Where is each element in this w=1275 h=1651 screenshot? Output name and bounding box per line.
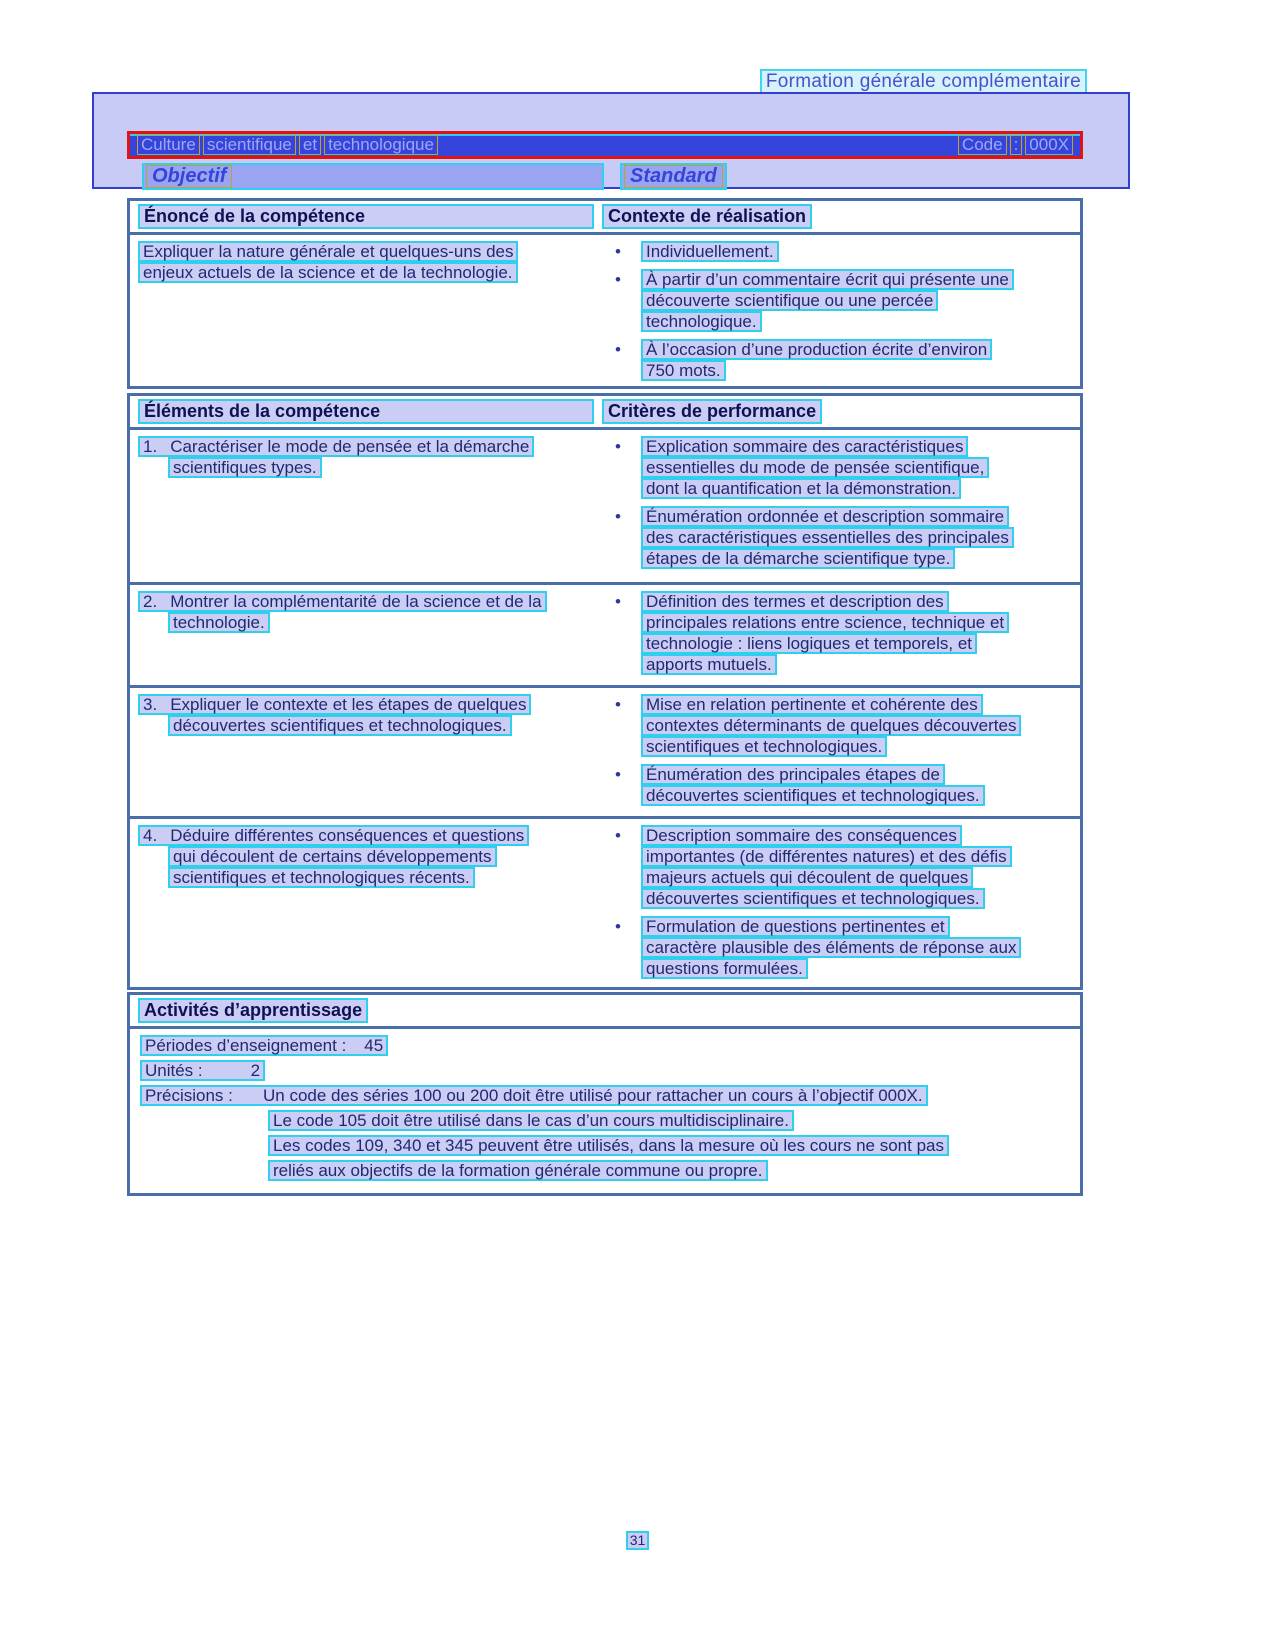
bullet-icon: • xyxy=(615,270,621,289)
units-label: Unités : xyxy=(145,1061,203,1080)
text-line-highlight xyxy=(138,694,531,715)
text-line-highlight: enjeux actuels de la science et de la technologie. xyxy=(138,262,518,283)
text-line-highlight xyxy=(140,1085,928,1106)
title-word: scientifique xyxy=(203,135,296,155)
text-line-highlight: scientifiques types. xyxy=(168,457,322,478)
text-line-highlight xyxy=(138,591,547,612)
text-line xyxy=(641,736,1080,757)
text-line-highlight: À l’occasion d’une production écrite d’environ xyxy=(641,339,992,360)
bullet-icon: • xyxy=(615,507,621,526)
text-line xyxy=(168,612,602,633)
text-line xyxy=(641,290,1080,311)
item-number: 1. xyxy=(143,437,158,456)
page-footer xyxy=(0,1531,1275,1550)
text-line-highlight xyxy=(138,825,529,846)
ocr-line-box xyxy=(620,163,727,190)
table-header-cell xyxy=(602,399,822,424)
text-line-highlight: 750 mots. xyxy=(641,360,726,381)
text-line-highlight: contextes déterminants de quelques découvertes xyxy=(641,715,1021,736)
list-item xyxy=(614,506,1080,569)
criteria-cell xyxy=(602,819,1080,987)
header-elements: Éléments de la compétence xyxy=(138,399,594,424)
text-line-highlight: Expliquer la nature générale et quelques-uns des xyxy=(138,241,518,262)
title-word: technologique xyxy=(324,135,438,155)
text-line-highlight: des caractéristiques essentielles des principales xyxy=(641,527,1014,548)
course-title-bar xyxy=(127,131,1083,159)
text-line xyxy=(641,825,1080,846)
table-header-row xyxy=(130,201,1080,235)
text-line xyxy=(641,846,1080,867)
text-line xyxy=(641,269,1080,290)
text-line xyxy=(641,506,1080,527)
table-row xyxy=(130,582,1080,685)
text-line xyxy=(138,591,602,612)
text-line-highlight: découverte scientifique ou une percée xyxy=(641,290,938,311)
bullet-icon: • xyxy=(615,437,621,456)
text-line-highlight: majeurs actuels qui découlent de quelques xyxy=(641,867,973,888)
text-line xyxy=(641,360,1080,381)
precisions-label: Précisions : xyxy=(145,1086,233,1105)
list-item-text xyxy=(641,241,1080,262)
running-header-text: Formation générale complémentaire xyxy=(764,71,1083,96)
text-line-highlight: essentielles du mode de pensée scientifique, xyxy=(641,457,989,478)
text-line xyxy=(641,715,1080,736)
periods-row xyxy=(140,1035,1072,1056)
text-line-highlight: Définition des termes et description des xyxy=(641,591,949,612)
text-line xyxy=(168,846,602,867)
table-row xyxy=(130,430,1080,582)
code-word: Code xyxy=(958,135,1007,155)
text-line xyxy=(641,241,1080,262)
precisions-text: Un code des séries 100 ou 200 doit être utilisé pour rattacher un cours à l’objectif 000X. xyxy=(263,1086,923,1105)
text-line xyxy=(168,715,602,736)
text-line xyxy=(641,527,1080,548)
title-panel xyxy=(92,92,1130,189)
text-line-highlight: Le code 105 doit être utilisé dans le cas d’un cours multidisciplinaire. xyxy=(268,1110,794,1131)
precisions-row xyxy=(140,1085,1072,1106)
text-line xyxy=(641,654,1080,675)
table-header-cell xyxy=(138,204,602,229)
element-cell xyxy=(130,688,602,816)
text-line-highlight: scientifiques et technologiques. xyxy=(641,736,887,757)
title-word: Culture xyxy=(137,135,200,155)
text-line-highlight: reliés aux objectifs de la formation générale commune ou propre. xyxy=(268,1160,768,1181)
list-item xyxy=(614,916,1080,979)
header-activites: Activités d’apprentissage xyxy=(138,998,368,1023)
objectif-column-header xyxy=(142,163,604,190)
text-line-highlight xyxy=(138,436,534,457)
competence-table xyxy=(127,198,1083,389)
list-item-text xyxy=(641,825,1080,909)
text-line-highlight: découvertes scientifiques et technologiques. xyxy=(641,785,985,806)
page-number: 31 xyxy=(626,1531,650,1550)
text-line xyxy=(138,694,602,715)
text-line xyxy=(168,457,602,478)
list-item-text xyxy=(641,694,1080,757)
list-item xyxy=(614,764,1080,806)
list-item-text xyxy=(641,269,1080,332)
periods-value: 45 xyxy=(364,1036,384,1055)
text-line-highlight: Formulation de questions pertinentes et xyxy=(641,916,950,937)
item-text: Déduire différentes conséquences et questions xyxy=(170,826,525,845)
list-item-text xyxy=(641,916,1080,979)
text-line-highlight: étapes de la démarche scientifique type. xyxy=(641,548,955,569)
item-text: Montrer la complémentarité de la science et de la xyxy=(170,592,542,611)
bullet-icon: • xyxy=(615,917,621,936)
precisions-line xyxy=(268,1160,1072,1181)
item-text: Expliquer le contexte et les étapes de quelques xyxy=(170,695,527,714)
list-item xyxy=(614,241,1080,262)
bullet-icon: • xyxy=(615,695,621,714)
table-row xyxy=(130,685,1080,816)
element-cell xyxy=(130,585,602,685)
criteria-cell xyxy=(602,585,1080,685)
text-line xyxy=(641,548,1080,569)
bullet-icon: • xyxy=(615,340,621,359)
list-item xyxy=(614,694,1080,757)
precisions-line xyxy=(268,1135,1072,1156)
text-line-highlight: scientifiques et technologiques récents. xyxy=(168,867,475,888)
text-line xyxy=(641,958,1080,979)
table-header-row xyxy=(130,995,1080,1029)
table-header-row xyxy=(130,396,1080,430)
list-item xyxy=(614,436,1080,499)
item-number: 2. xyxy=(143,592,158,611)
course-code xyxy=(958,135,1073,155)
text-line xyxy=(641,591,1080,612)
text-line-highlight: découvertes scientifiques et technologiques. xyxy=(168,715,512,736)
table-row xyxy=(130,816,1080,987)
text-line-highlight: Les codes 109, 340 et 345 peuvent être utilisés, dans la mesure où les cours ne sont pas xyxy=(268,1135,949,1156)
elements-table xyxy=(127,393,1083,990)
element-cell xyxy=(130,430,602,582)
list-item-text xyxy=(641,339,1080,381)
text-line xyxy=(138,241,602,262)
text-line xyxy=(168,867,602,888)
context-cell xyxy=(602,235,1080,386)
text-line-highlight: Description sommaire des conséquences xyxy=(641,825,962,846)
text-line xyxy=(641,478,1080,499)
text-line-highlight: apports mutuels. xyxy=(641,654,777,675)
list-item xyxy=(614,339,1080,381)
text-line xyxy=(641,633,1080,654)
ocr-line-box xyxy=(142,163,604,190)
list-item-text xyxy=(641,436,1080,499)
text-line-highlight: Énumération des principales étapes de xyxy=(641,764,945,785)
text-line-highlight: dont la quantification et la démonstration. xyxy=(641,478,961,499)
item-number: 3. xyxy=(143,695,158,714)
list-item xyxy=(614,591,1080,675)
item-number: 4. xyxy=(143,826,158,845)
periods-label: Périodes d’enseignement : xyxy=(145,1036,347,1055)
units-row xyxy=(140,1060,1072,1081)
text-line-highlight: Énumération ordonnée et description sommaire xyxy=(641,506,1009,527)
course-title xyxy=(137,135,438,155)
text-line-highlight: principales relations entre science, technique et xyxy=(641,612,1009,633)
text-line-highlight: Mise en relation pertinente et cohérente des xyxy=(641,694,983,715)
text-line xyxy=(641,694,1080,715)
text-line xyxy=(641,339,1080,360)
bullet-icon: • xyxy=(615,592,621,611)
text-line-highlight xyxy=(140,1060,265,1081)
text-line xyxy=(641,785,1080,806)
text-line-highlight xyxy=(140,1035,388,1056)
text-line-highlight: qui découlent de certains développements xyxy=(168,846,497,867)
title-word: et xyxy=(299,135,321,155)
text-line xyxy=(641,764,1080,785)
criteria-cell xyxy=(602,430,1080,582)
code-word: 000X xyxy=(1025,135,1073,155)
standard-label: Standard xyxy=(624,165,723,188)
text-line-highlight: découvertes scientifiques et technologiques. xyxy=(641,888,985,909)
objectif-label: Objectif xyxy=(146,165,232,188)
list-item-text xyxy=(641,506,1080,569)
bullet-icon: • xyxy=(615,826,621,845)
text-line-highlight: questions formulées. xyxy=(641,958,808,979)
activities-body xyxy=(130,1029,1080,1193)
text-line-highlight: technologique. xyxy=(641,311,762,332)
text-line xyxy=(641,436,1080,457)
text-line-highlight: Individuellement. xyxy=(641,241,779,262)
table-row xyxy=(130,235,1080,386)
header-criteres: Critères de performance xyxy=(602,399,822,424)
text-line-highlight: À partir d’un commentaire écrit qui présente une xyxy=(641,269,1014,290)
bullet-icon: • xyxy=(615,242,621,261)
item-text: Caractériser le mode de pensée et la démarche xyxy=(170,437,530,456)
text-line xyxy=(138,436,602,457)
text-line-highlight: importantes (de différentes natures) et des défis xyxy=(641,846,1012,867)
table-header-cell xyxy=(138,399,602,424)
activities-section xyxy=(127,992,1083,1196)
text-line xyxy=(641,867,1080,888)
text-line-highlight: technologie : liens logiques et temporels, et xyxy=(641,633,977,654)
header-contexte: Contexte de réalisation xyxy=(602,204,812,229)
list-item xyxy=(614,269,1080,332)
text-line xyxy=(641,888,1080,909)
code-word: : xyxy=(1010,135,1023,155)
text-line xyxy=(641,937,1080,958)
text-line xyxy=(138,825,602,846)
text-line xyxy=(641,311,1080,332)
list-item-text xyxy=(641,764,1080,806)
precisions-line xyxy=(268,1110,1072,1131)
header-enonce: Énoncé de la compétence xyxy=(138,204,594,229)
standard-column-header xyxy=(620,163,727,190)
table-header-cell xyxy=(602,204,812,229)
list-item xyxy=(614,825,1080,909)
text-line xyxy=(641,612,1080,633)
text-line xyxy=(641,457,1080,478)
criteria-cell xyxy=(602,688,1080,816)
text-line-highlight: Explication sommaire des caractéristiques xyxy=(641,436,968,457)
statement-cell xyxy=(130,235,602,386)
text-line xyxy=(641,916,1080,937)
element-cell xyxy=(130,819,602,987)
text-line-highlight: technologie. xyxy=(168,612,270,633)
text-line-highlight: caractère plausible des éléments de réponse aux xyxy=(641,937,1021,958)
text-line xyxy=(138,262,602,283)
bullet-icon: • xyxy=(615,765,621,784)
list-item-text xyxy=(641,591,1080,675)
units-value: 2 xyxy=(250,1061,261,1080)
